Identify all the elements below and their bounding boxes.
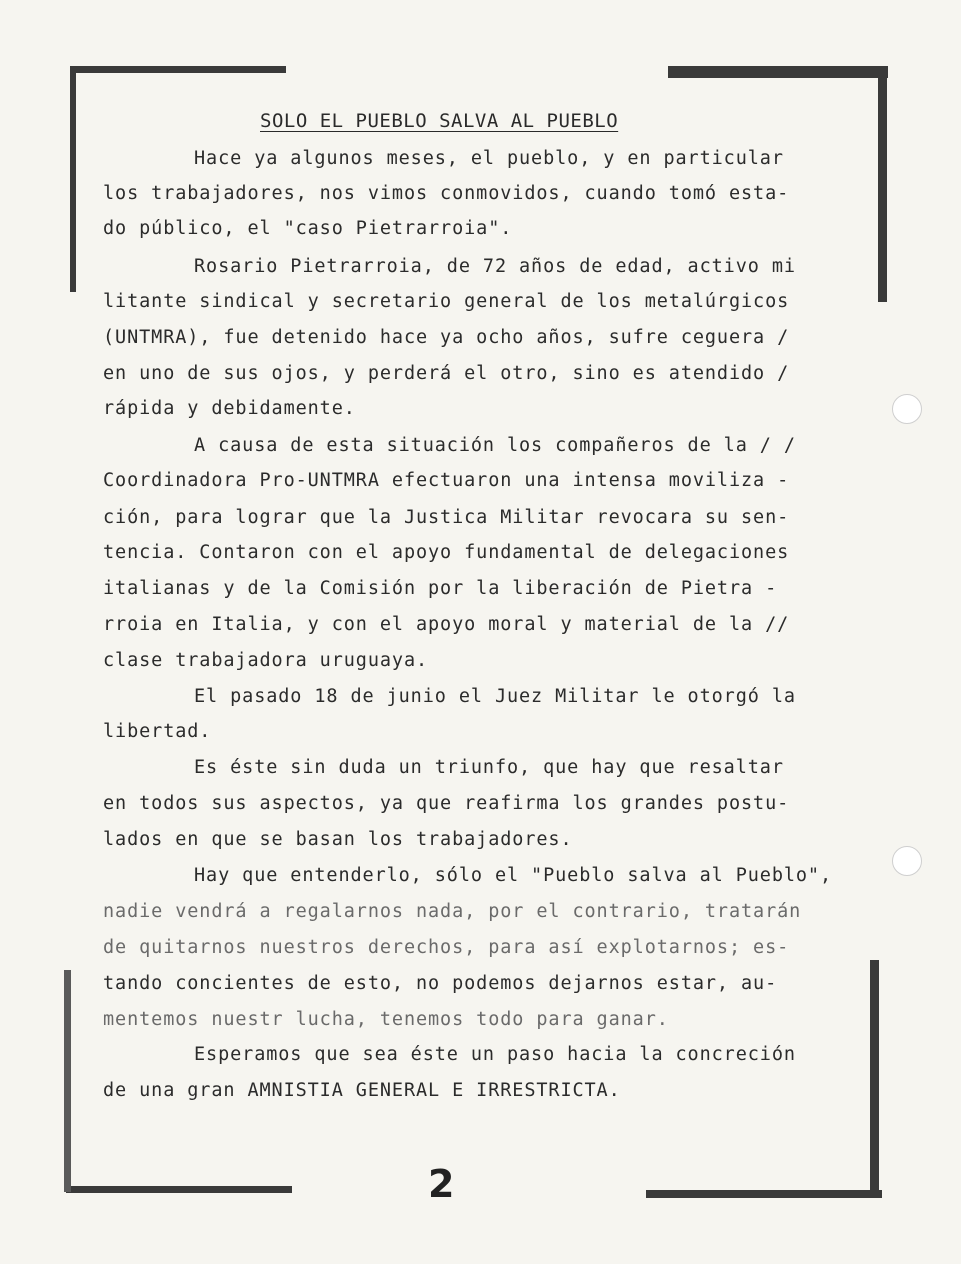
- text-line: tencia. Contaron con el apoyo fundamental de delegaciones: [103, 542, 790, 563]
- text-line: rápida y debidamente.: [103, 398, 356, 419]
- text-line: A causa de esta situación los compañeros de la / /: [194, 435, 796, 456]
- text-line: (UNTMRA), fue detenido hace ya ocho años, sufre ceguera /: [103, 327, 790, 348]
- text-line: tando concientes de esto, no podemos dejarnos estar, au-: [103, 973, 778, 994]
- frame-corner-bottom-left-vertical: [64, 970, 71, 1192]
- frame-corner-top-right-vertical: [878, 66, 887, 302]
- text-line: nadie vendrá a regalarnos nada, por el contrario, tratarán: [103, 901, 802, 922]
- text-line: Esperamos que sea éste un paso hacia la concreción: [194, 1044, 796, 1065]
- frame-corner-top-right-horizontal: [668, 66, 888, 78]
- text-line: en todos sus aspectos, ya que reafirma los grandes postu-: [103, 793, 790, 814]
- text-line: lados en que se basan los trabajadores.: [103, 829, 573, 850]
- frame-corner-top-left-horizontal: [72, 66, 286, 73]
- document-title: SOLO EL PUEBLO SALVA AL PUEBLO: [260, 110, 619, 132]
- frame-corner-bottom-left-horizontal: [66, 1186, 292, 1193]
- text-line: El pasado 18 de junio el Juez Militar le otorgó la: [194, 686, 796, 707]
- punch-hole-top: [892, 394, 922, 424]
- text-line: libertad.: [103, 721, 212, 742]
- frame-corner-bottom-right-horizontal: [646, 1190, 882, 1198]
- text-line: clase trabajadora uruguaya.: [103, 650, 429, 671]
- text-line: de quitarnos nuestros derechos, para así explotarnos; es-: [103, 937, 790, 958]
- text-line: Hace ya algunos meses, el pueblo, y en particular: [194, 148, 784, 169]
- text-line: mentemos nuestr lucha, tenemos todo para ganar.: [103, 1009, 669, 1030]
- text-line: litante sindical y secretario general de los metalúrgicos: [103, 291, 790, 312]
- text-line: en uno de sus ojos, y perderá el otro, sino es atendido /: [103, 363, 790, 384]
- text-line: Coordinadora Pro-UNTMRA efectuaron una intensa moviliza -: [103, 470, 790, 491]
- text-line: los trabajadores, nos vimos conmovidos, cuando tomó esta-: [103, 183, 790, 204]
- text-line: italianas y de la Comisión por la liberación de Pietra -: [103, 578, 778, 599]
- frame-corner-bottom-right-vertical: [870, 960, 879, 1196]
- text-line: ción, para lograr que la Justica Militar revocara su sen-: [103, 507, 790, 528]
- text-line: de una gran AMNISTIA GENERAL E IRRESTRICTA.: [103, 1080, 621, 1101]
- punch-hole-bottom: [892, 846, 922, 876]
- text-line: rroia en Italia, y con el apoyo moral y material de la //: [103, 614, 790, 635]
- text-line: Es éste sin duda un triunfo, que hay que resaltar: [194, 757, 784, 778]
- text-line: Hay que entenderlo, sólo el "Pueblo salva al Pueblo",: [194, 865, 833, 886]
- page-number: 2: [428, 1162, 455, 1206]
- frame-corner-top-left-vertical: [70, 66, 76, 292]
- text-line: do público, el "caso Pietrarroia".: [103, 218, 513, 239]
- text-line: Rosario Pietrarroia, de 72 años de edad, activo mi: [194, 256, 796, 277]
